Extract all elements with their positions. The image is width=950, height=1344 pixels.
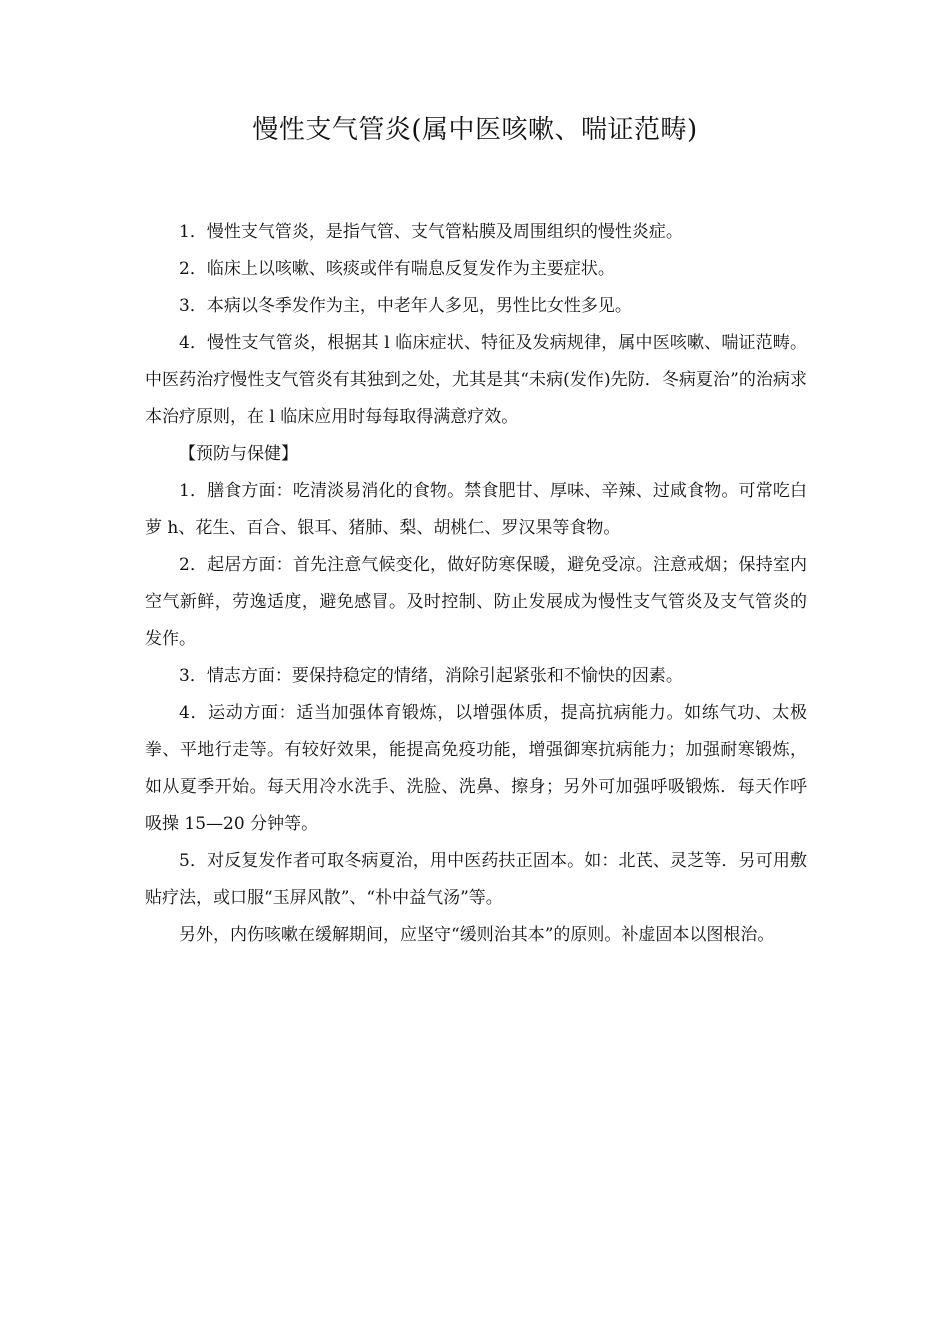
intro-paragraph-3: 3．本病以冬季发作为主，中老年人多见，男性比女性多见。 [179,296,632,316]
prevention-paragraph-4: 4．运动方面：适当加强体育锻炼，以增强体质，提高抗病能力。如练气功、太极拳、平地行走等。有较好效果，能提高免疫功能，增强御寒抗病能力；加强耐寒锻炼，如从夏季开始。每天用冷水洗手、洗脸、洗鼻、擦身；另外可加强呼吸锻炼．每天作呼吸操 15—20 分钟等。 [145,703,807,834]
intro-paragraph-1: 1．慢性支气管炎，是指气管、支气管粘膜及周围组织的慢性炎症。 [179,222,683,242]
prevention-paragraph-3: 3．情志方面：要保持稳定的情绪，消除引起紧张和不愉快的因素。 [179,666,683,686]
document-title: 慢性支气管炎(属中医咳嗽、喘证范畴) [252,115,698,145]
prevention-paragraph-2: 2．起居方面：首先注意气候变化，做好防寒保暖，避免受凉。注意戒烟；保持室内空气新鲜，劳逸适度，避免感冒。及时控制、防止发展成为慢性支气管炎及支气管炎的发作。 [145,555,807,649]
closing-paragraph: 另外，内伤咳嗽在缓解期间，应坚守“缓则治其本”的原则。补虚固本以图根治。 [179,925,775,945]
document-body [145,214,807,954]
prevention-paragraph-1: 1．膳食方面：吃清淡易消化的食物。禁食肥甘、厚味、辛辣、过咸食物。可常吃白萝 h、花生、百合、银耳、猪肺、梨、胡桃仁、罗汉果等食物。 [145,481,807,538]
intro-paragraph-4: 4．慢性支气管炎，根据其 l 临床症状、特征及发病规律，属中医咳嗽、喘证范畴。中医药治疗慢性支气管炎有其独到之处，尤其是其“未病(发作)先防．冬病夏治”的治病求本治疗原则，在 l 临床应用时每每取得满意疗效。 [145,333,807,427]
prevention-paragraph-5: 5．对反复发作者可取冬病夏治，用中医药扶正固本。如：北芪、灵芝等．另可用敷贴疗法，或口服“玉屏风散”、“朴中益气汤”等。 [145,851,807,908]
section-heading: 【预防与保健】 [179,444,298,464]
intro-paragraph-2: 2．临床上以咳嗽、咳痰或伴有喘息反复发作为主要症状。 [179,259,615,279]
